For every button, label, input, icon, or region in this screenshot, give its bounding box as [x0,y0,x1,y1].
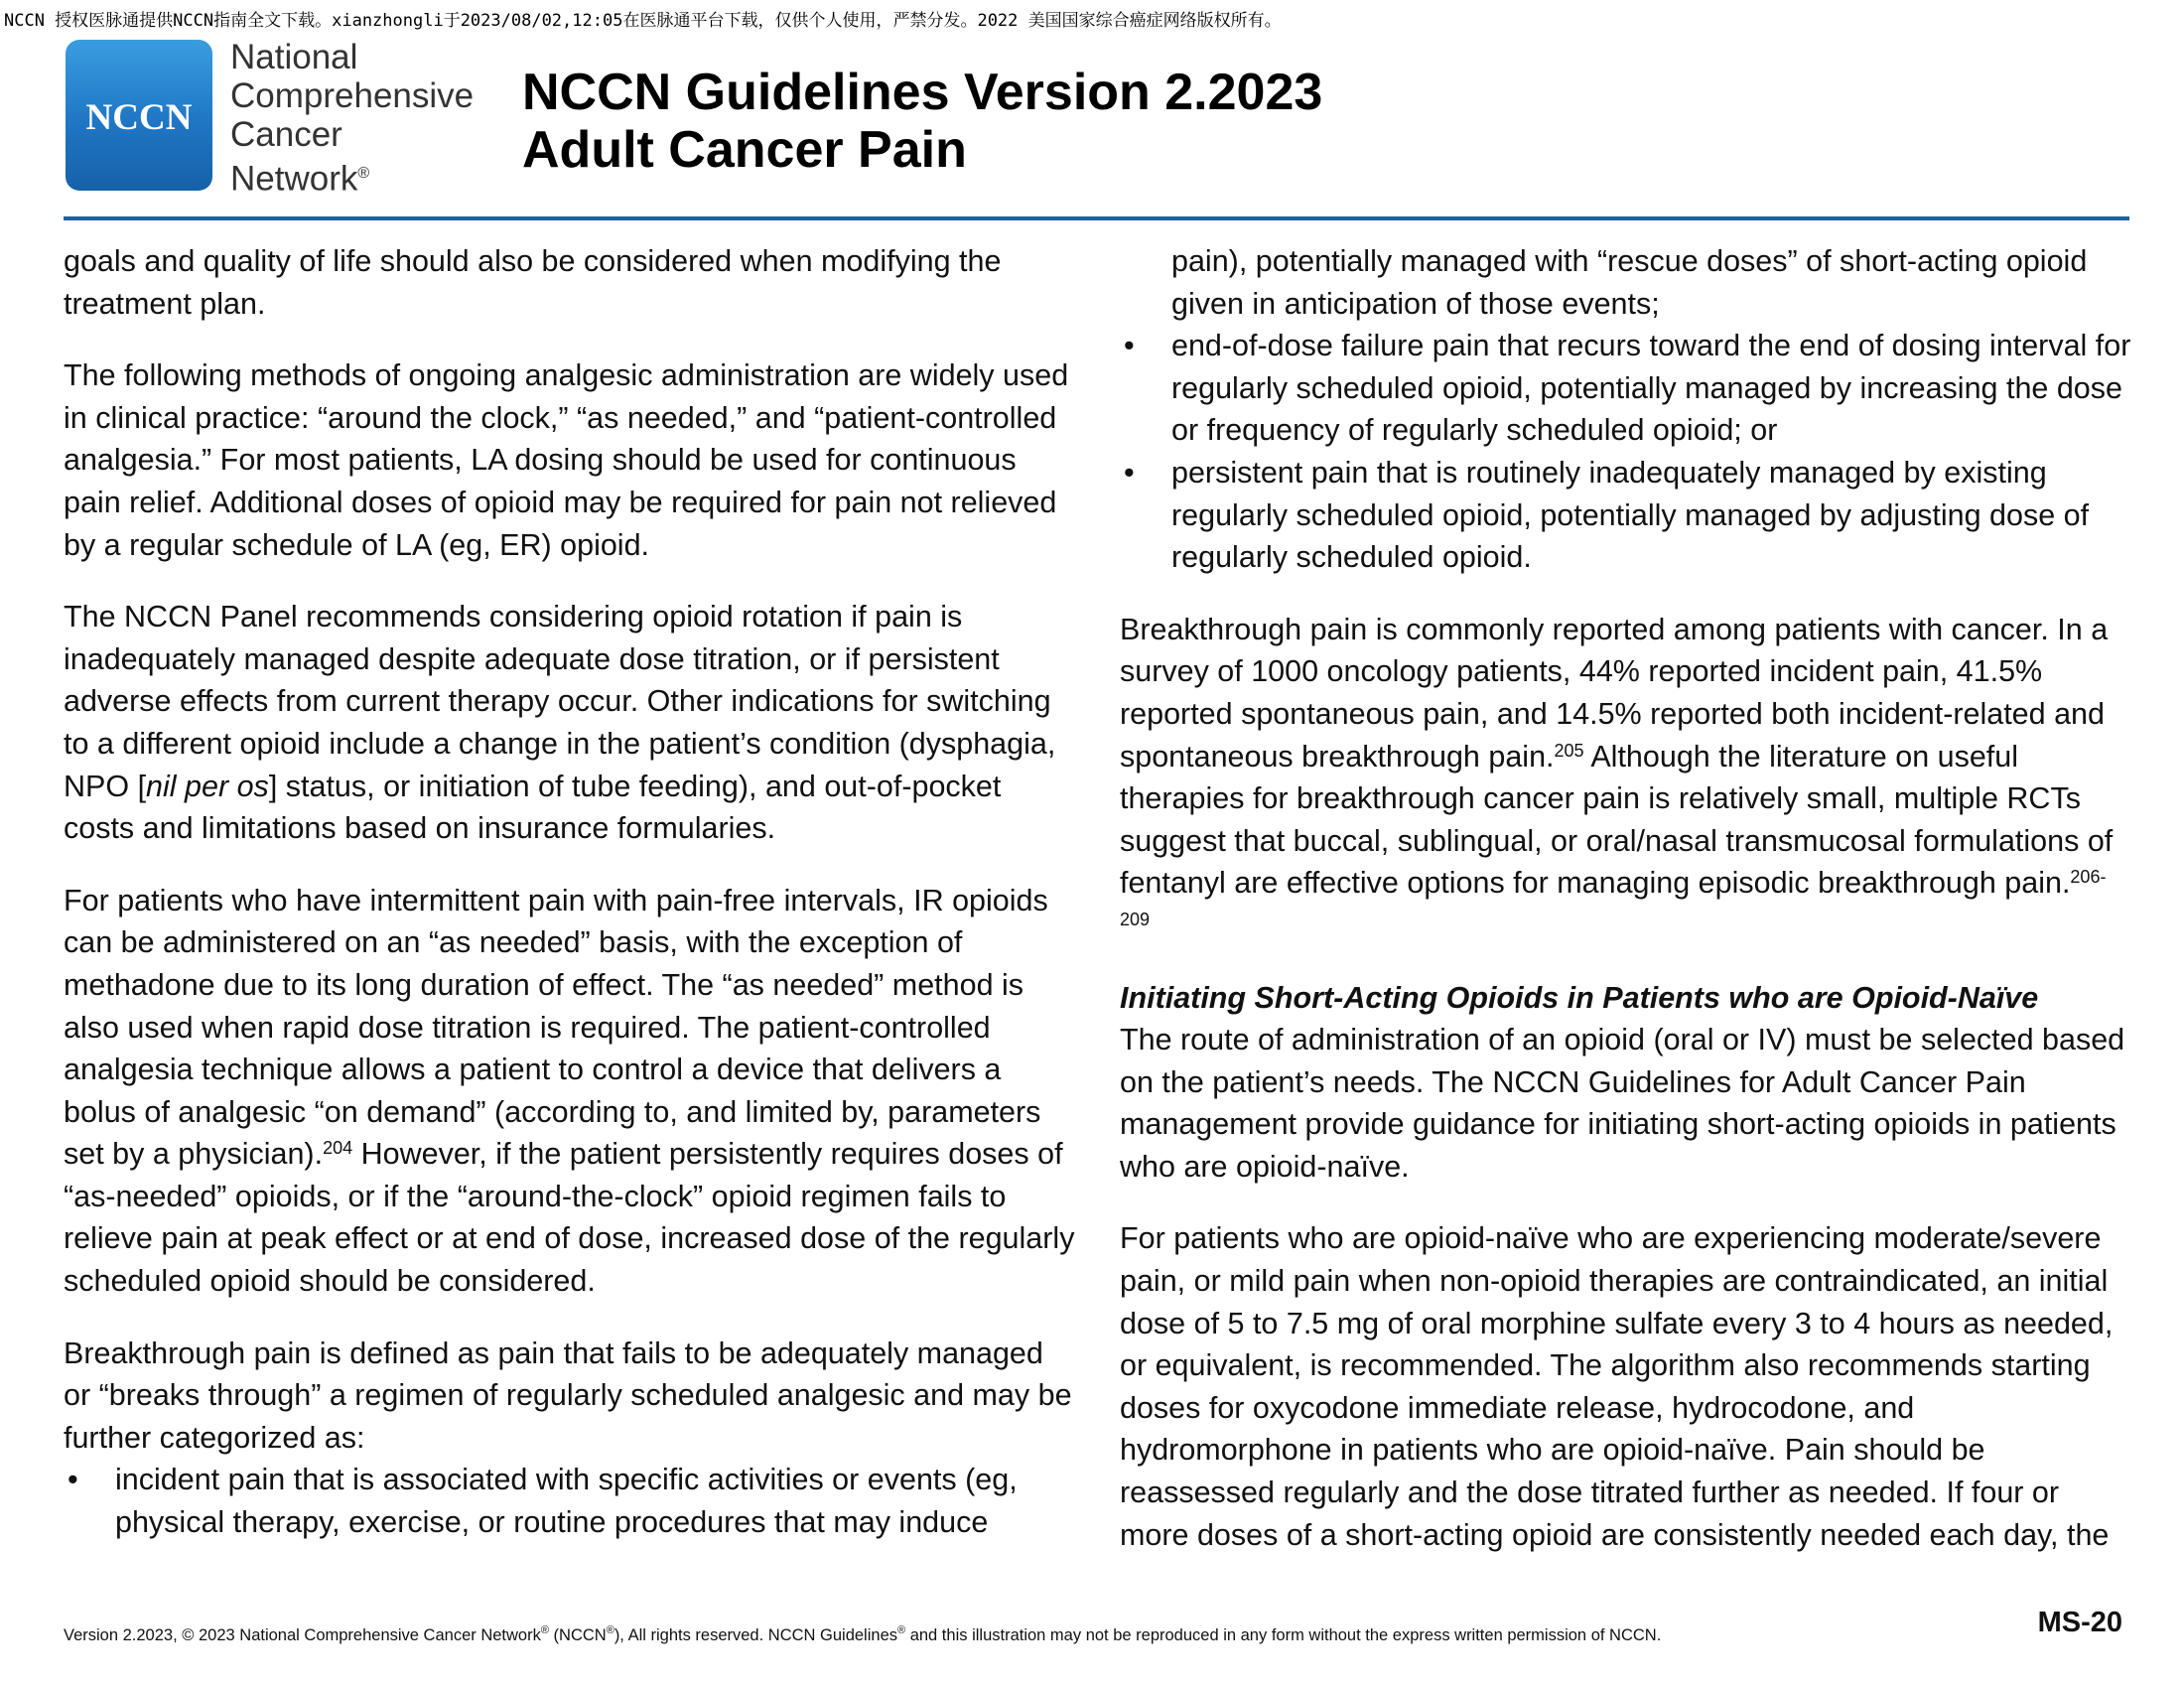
org-line-1: National [230,38,358,76]
citation: 204 [323,1138,353,1159]
copyright-footer: Version 2.2023, © 2023 National Comprehensive Cancer Network® (NCCN®), All rights reserved. NCCN Guidelines® and this illustration may not be reproduced in any form without the express written permission of NCCN. [64,1624,1662,1644]
title-line-2: Adult Cancer Pain [522,121,967,179]
paragraph: The NCCN Panel recommends considering opioid rotation if pain is inadequately managed despite adequate dose titration, or if persistent adverse effects from current therapy occur. Other indications for switching to a different opioid include a change in the patient’s condition (dysphagia, NPO [nil per os] status, or initiation of tube feeding), and out-of-pocket costs and limitations based on insurance formularies. [64,600,1056,846]
header-divider [64,216,2129,220]
paragraph: For patients who have intermittent pain with pain-free intervals, IR opioids can be administered on an “as needed” basis, with the exception of methadone due to its long duration of effect. The “as needed” method is also used when rapid dose titration is required. The patient-controlled analgesia technique allows a patient to control a device that delivers a bolus of analgesic “on demand” (according to, and limited by, parameters set by a physician).$^{204}$ However, if the patient persistently requires doses of “as-needed” opioids, or if the “around-the-clock” opioid regimen fails to relieve pain at peak effect or at end of dose, increased dose of the regularly scheduled opioid should be considered. [64,883,1075,1299]
paragraph: Breakthrough pain is commonly reported among patients with cancer. In a survey of 1000 oncology patients, 44% reported incident pain, 41.5% reported spontaneous pain, and 14.5% reported both incident-related and spontaneous breakthrough pain.$^{205}$ Although the literature on useful therapies for breakthrough cancer pain is relatively small, multiple RCTs suggest that buccal, sublingual, or oral/nasal transmucosal formulations of fentanyl are effective options for managing episodic breakthrough pain.$^{206-209}$ [1120,612,2114,929]
italic-term: nil per os [146,769,269,803]
list-item: • incident pain that is associated with specific activities or events (eg, physical therapy, exercise, or routine procedures that may induce [64,1459,1076,1543]
org-line-2: Comprehensive [230,76,475,115]
organization-name [230,38,474,199]
list-item: • end-of-dose failure pain that recurs toward the end of dosing interval for regularly scheduled opioid, potentially managed by increasing the dose or frequency of regularly scheduled opioid; or [1120,325,2132,452]
section-subheading: Initiating Short-Acting Opioids in Patients who are Opioid-Naïve [1120,980,2039,1015]
citation: 205 [1554,740,1584,761]
download-watermark: NCCN 授权医脉通提供NCCN指南全文下载。xianzhongli于2023/08/02,12:05在医脉通平台下载，仅供个人使用，严禁分发。2022 美国国家综合癌症网络版权所有。 [4,11,1282,31]
paragraph: Breakthrough pain is defined as pain that fails to be adequately managed or “breaks through” a regimen of regularly scheduled analgesic and may be further categorized as: [64,1336,1072,1455]
paragraph: The route of administration of an opioid (oral or IV) must be selected based on the patient’s needs. The NCCN Guidelines for Adult Cancer Pain management provide guidance for initiating short-acting opioids in patients who are opioid-naïve. [1120,1023,2125,1184]
bullet-list [1120,325,2132,579]
right-column [1120,240,2132,1586]
logo-text: NCCN [85,97,193,138]
bullet-icon: • [1124,329,1135,363]
nccn-logo [66,40,212,191]
org-line-3: Cancer [230,115,342,154]
bullet-list [64,1459,1076,1543]
list-item-continuation: pain), potentially managed with “rescue doses” of short-acting opioid given in anticipation of those events; [1171,244,2088,321]
paragraph: goals and quality of life should also be considered when modifying the treatment plan. [64,244,1002,321]
registered-mark: ® [357,165,370,182]
paragraph: For patients who are opioid-naïve who are experiencing moderate/severe pain, or mild pain when non-opioid therapies are contraindicated, an initial dose of 5 to 7.5 mg of oral morphine sulfate every 3 to 4 hours as needed, or equivalent, is recommended. The algorithm also recommends starting doses for oxycodone immediate release, hydrocodone, and hydromorphone in patients who are opioid-naïve. Pain should be reassessed regularly and the dose titrated further as needed. If four or more doses of a short-acting opioid are consistently needed each day, the [1120,1221,2114,1552]
paragraph: The following methods of ongoing analgesic administration are widely used in clinical practice: “around the clock,” “as needed,” and “patient-controlled analgesia.” For most patients, LA dosing should be used for continuous pain relief. Additional doses of opioid may be required for pain not relieved by a regular schedule of LA (eg, ER) opioid. [64,358,1069,562]
bullet-icon: • [1124,455,1135,490]
org-line-4: Network® [230,159,370,199]
title-line-1: NCCN Guidelines Version 2.2023 [522,64,1323,121]
citation: 206-209 [1120,867,2107,929]
left-column [64,240,1076,1544]
page-number: MS-20 [2037,1607,2122,1638]
list-item: • persistent pain that is routinely inadequately managed by existing regularly scheduled opioid, potentially managed by adjusting dose of regularly scheduled opioid. [1120,452,2132,579]
page-title [522,64,1322,179]
bullet-icon: • [68,1463,78,1497]
